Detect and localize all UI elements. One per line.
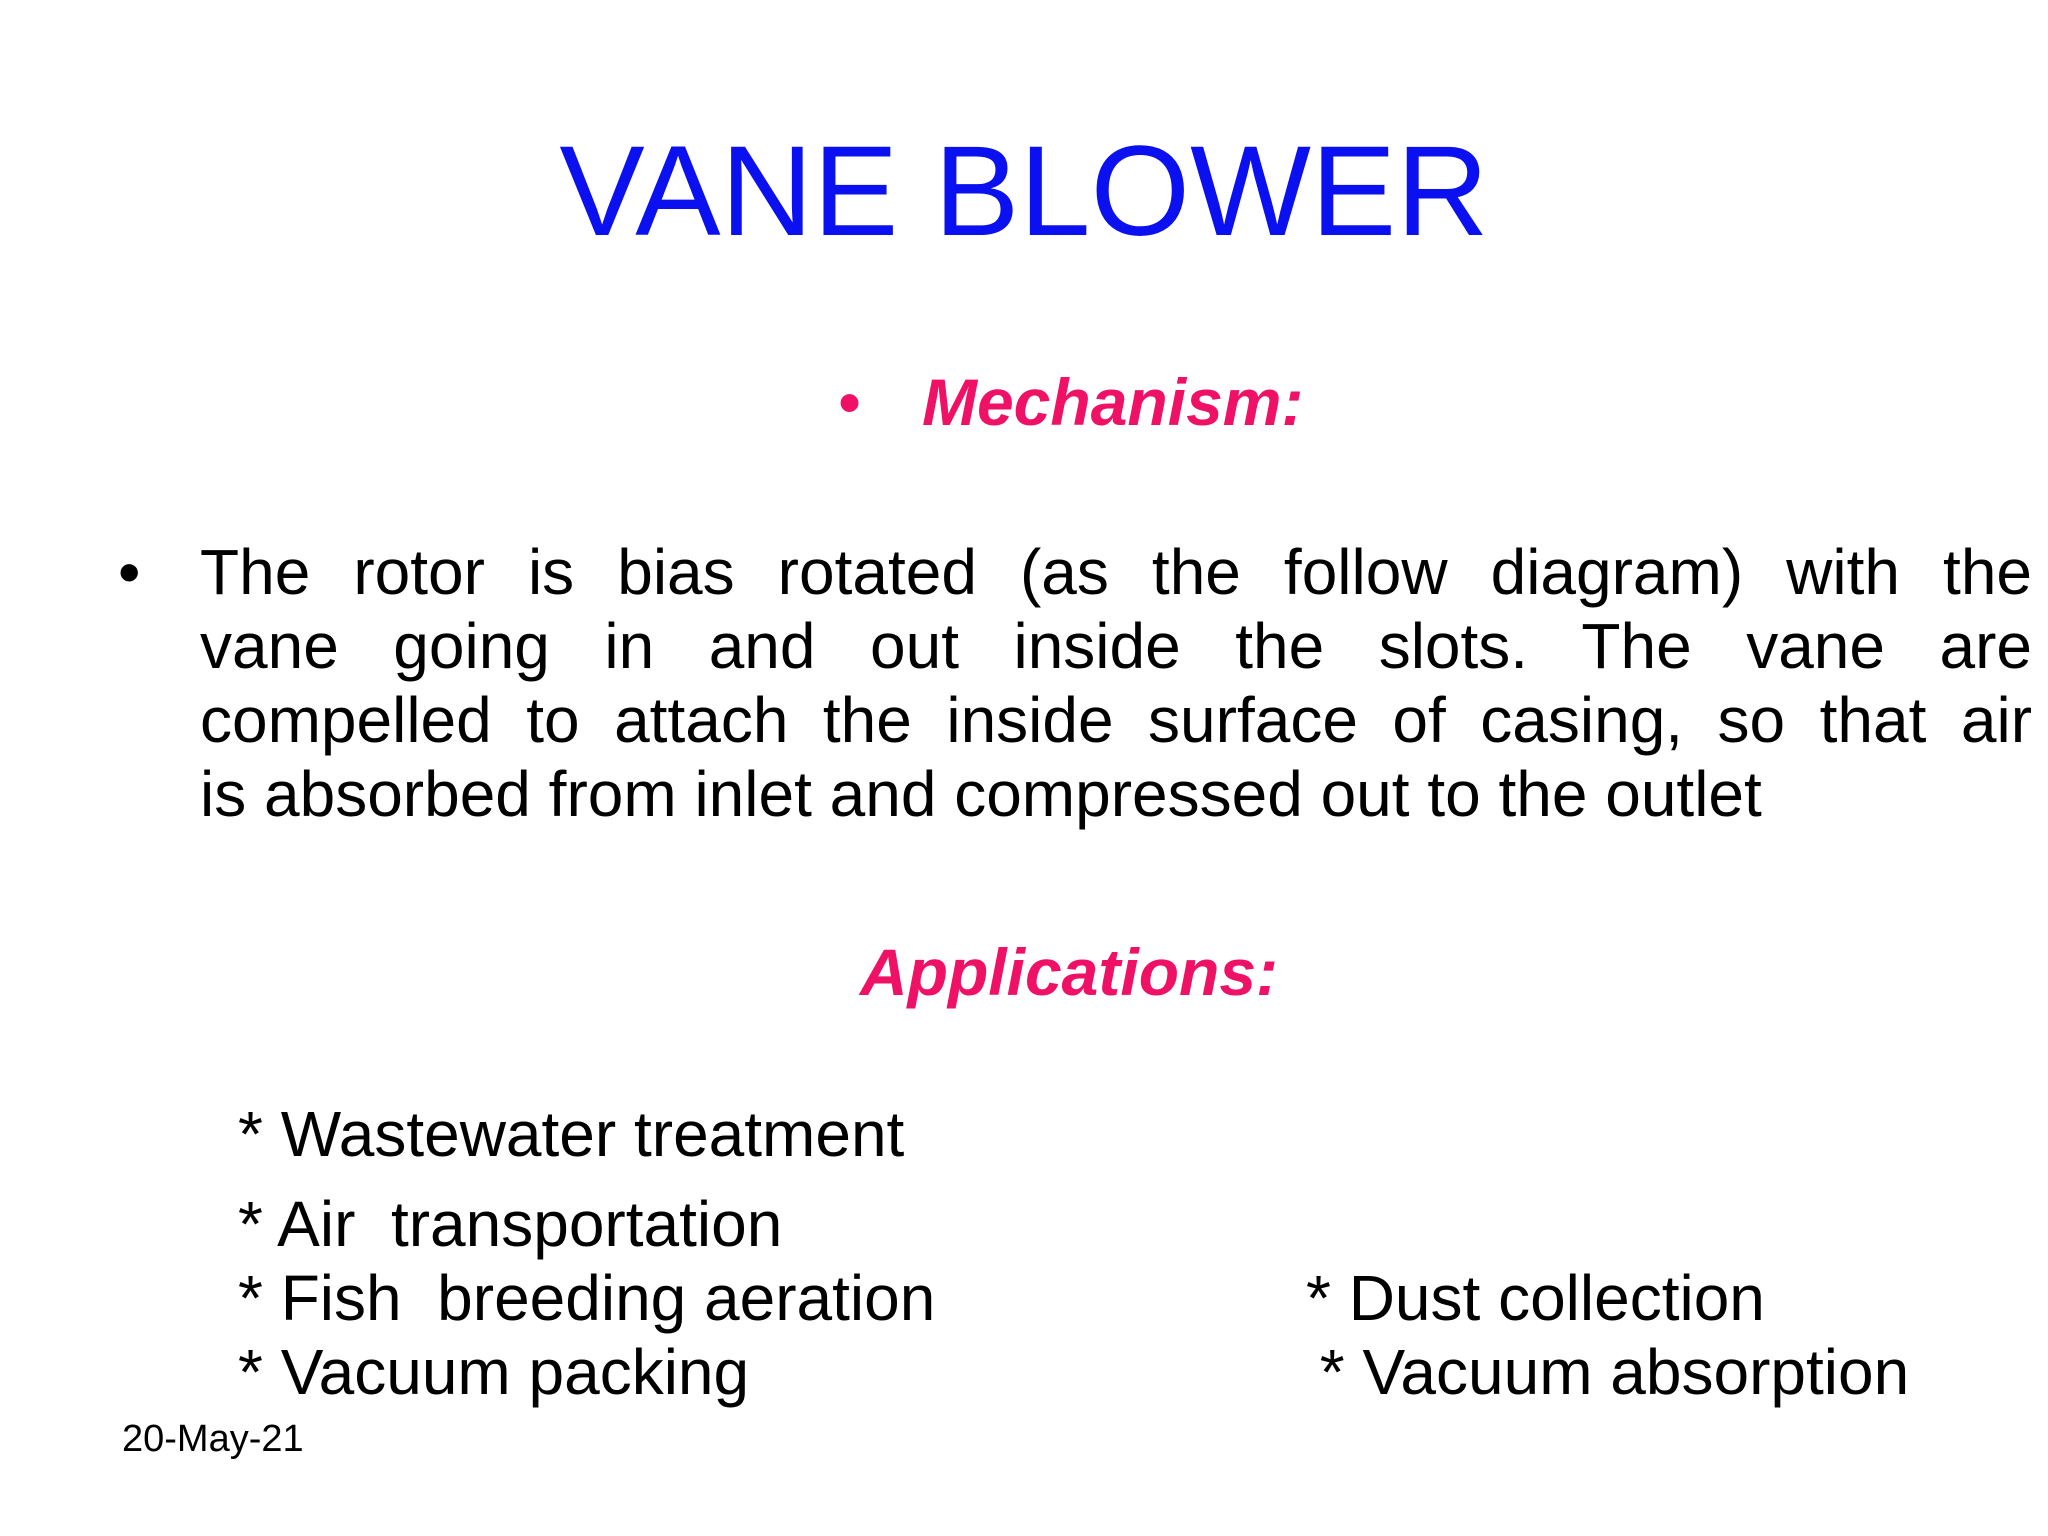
paragraph-bullet: • <box>118 536 141 608</box>
mechanism-heading-text: Mechanism: <box>922 365 1304 439</box>
application-item-vacuum-absorption: * Vacuum absorption <box>1302 1336 1910 1408</box>
application-item-wastewater: * Wastewater treatment <box>238 1098 905 1170</box>
mechanism-heading <box>838 365 1303 441</box>
paragraph-line-1: The rotor is bias rotated (as the follow diagram) with the <box>200 536 2032 608</box>
application-item-dust-collection: * Dust collection <box>1306 1262 1765 1334</box>
applications-heading: Applications: <box>860 935 1279 1009</box>
paragraph-line-4: is absorbed from inlet and compressed out to the outlet <box>200 758 1762 830</box>
paragraph-line-3: compelled to attach the inside surface of casing, so that air <box>200 684 2032 756</box>
slide-title: VANE BLOWER <box>559 120 1489 263</box>
application-item-vacuum-packing: * Vacuum packing <box>238 1336 750 1408</box>
footer-date: 20-May-21 <box>122 1418 304 1460</box>
paragraph-line-2: vane going in and out inside the slots. The vane are <box>200 610 2032 682</box>
application-item-air-transport: * Air transportation <box>238 1188 783 1260</box>
mechanism-bullet: • <box>838 365 862 439</box>
mechanism-paragraph <box>200 535 2032 831</box>
application-item-fish-breeding: * Fish breeding aeration <box>238 1262 936 1334</box>
